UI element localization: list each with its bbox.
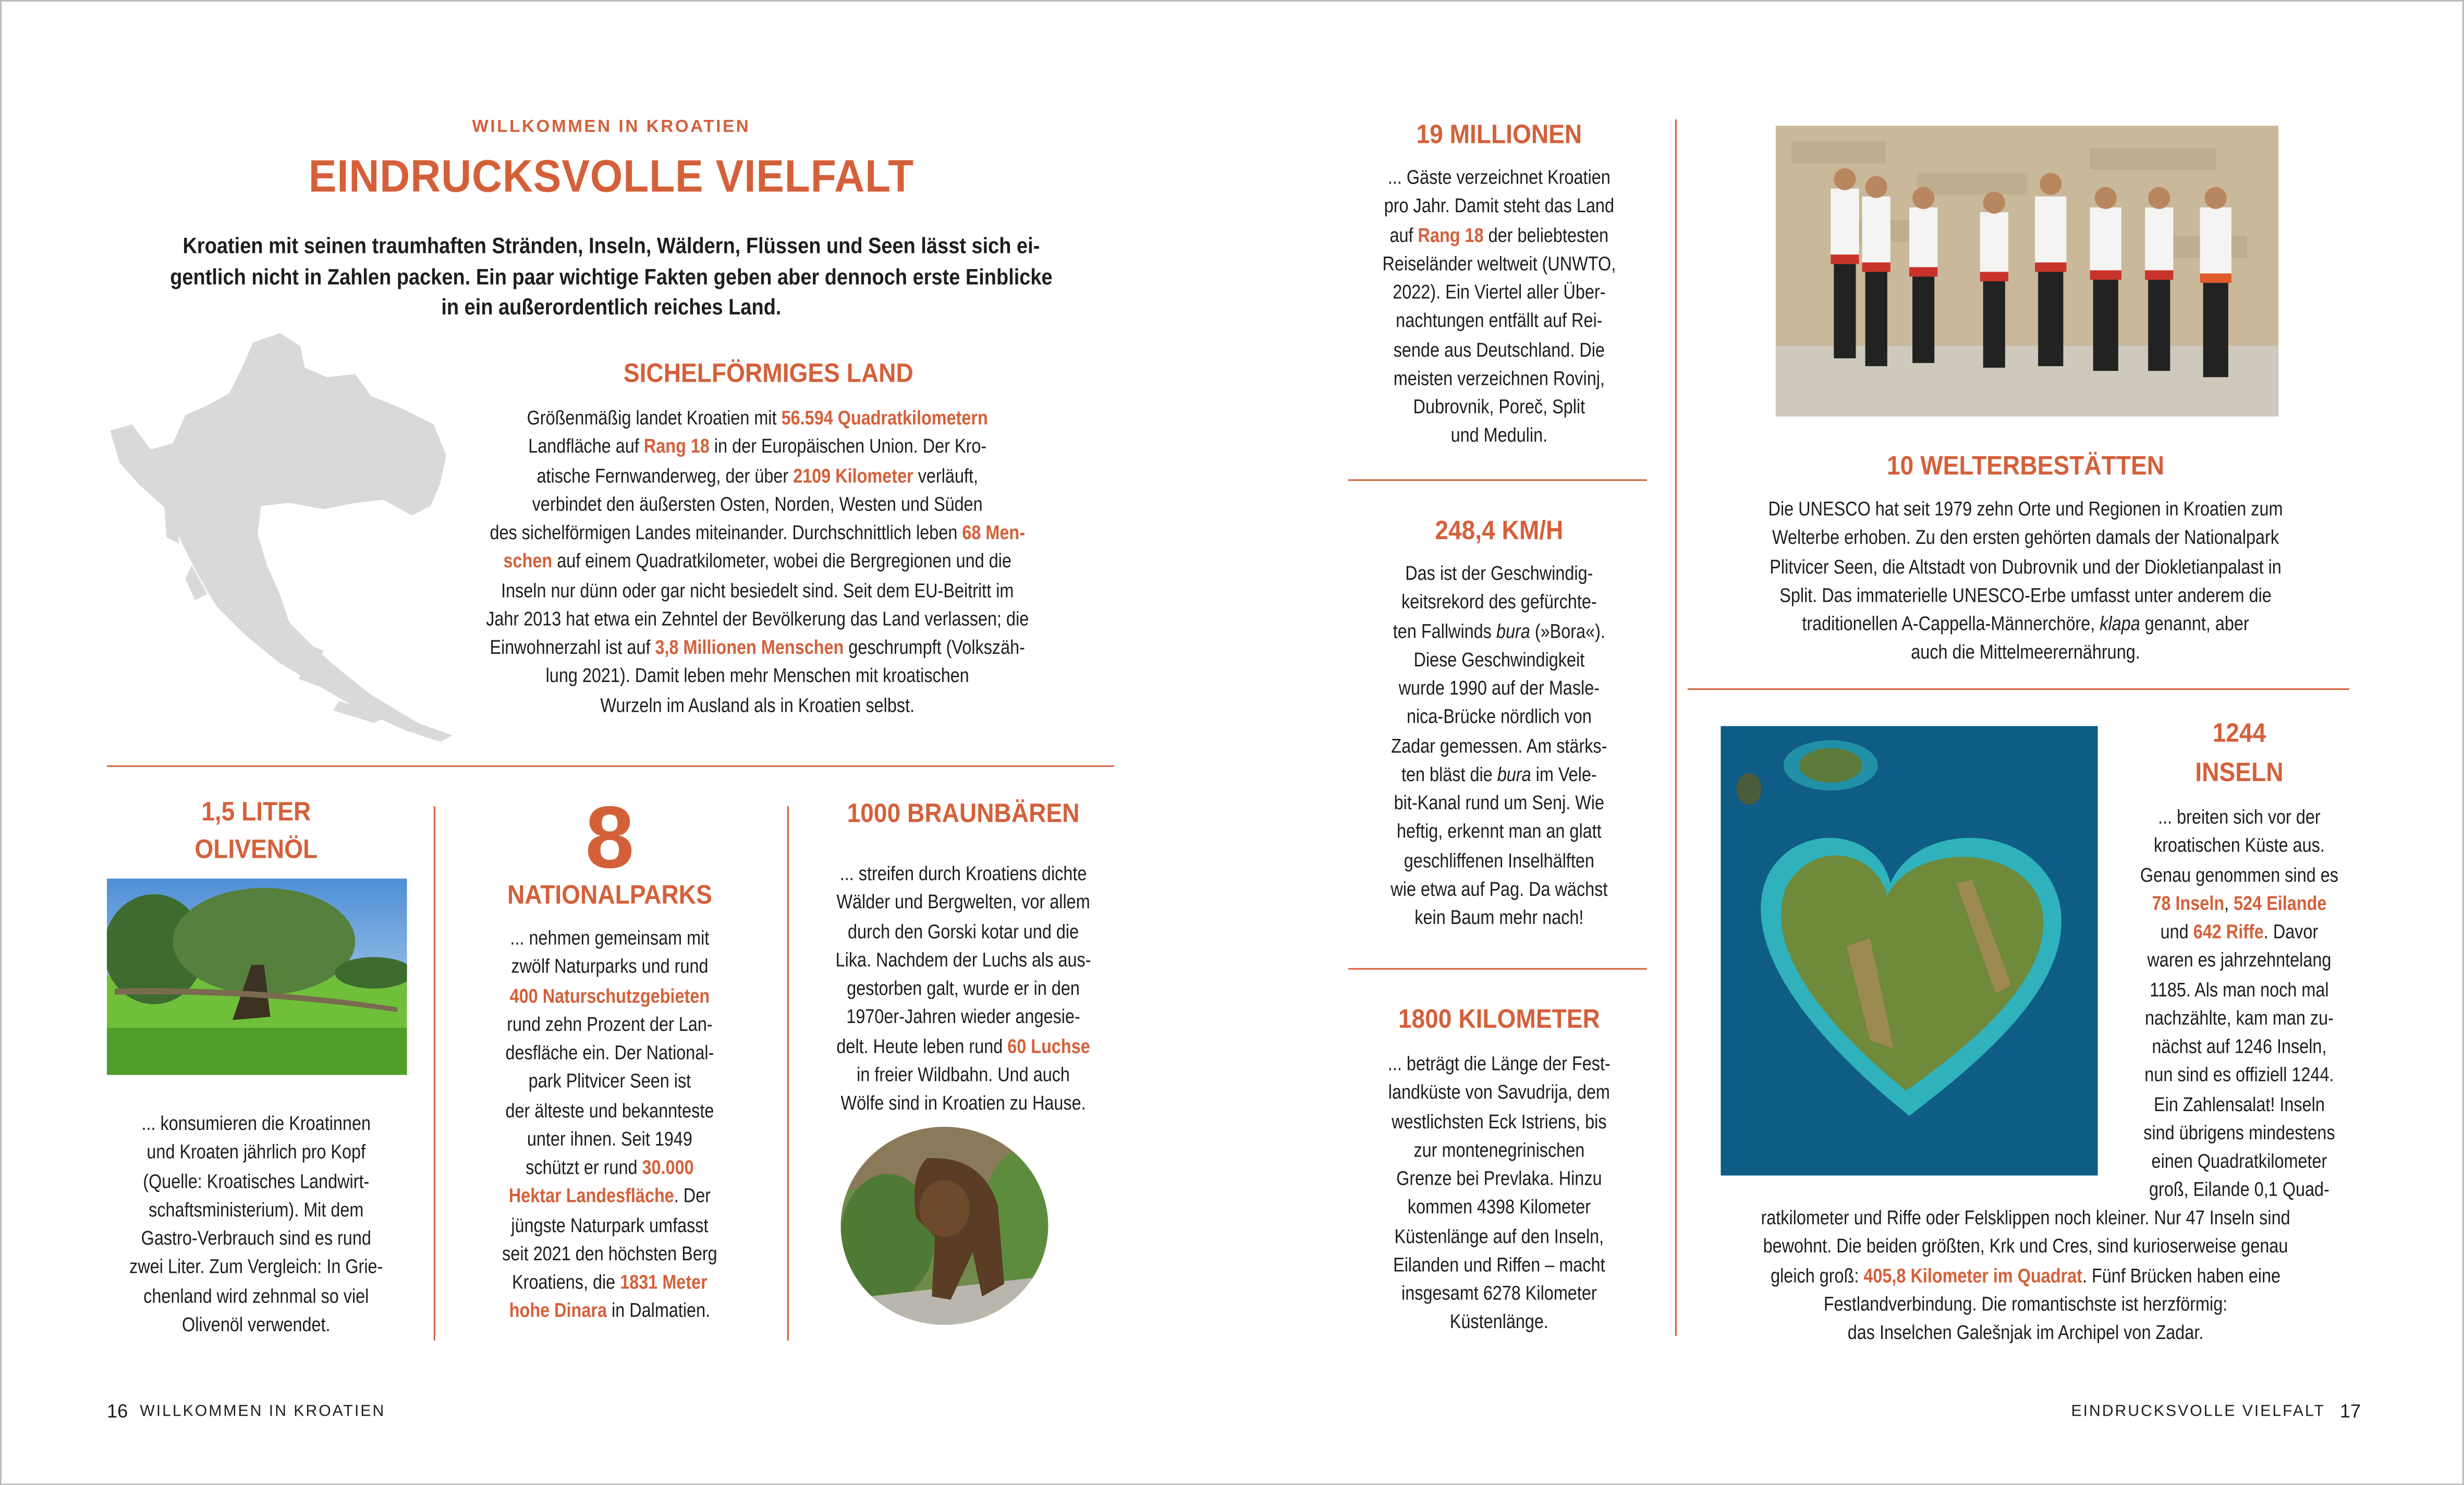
heading-braunbaeren: 1000 BRAUNBÄREN (847, 798, 1080, 829)
text-line (420, 605, 1095, 634)
text-segment: . Der (674, 1185, 711, 1208)
highlighted-fact: schen (503, 550, 553, 573)
text-segment: 1970er-Jahren wieder angesie- (846, 1006, 1080, 1028)
text-line (1901, 1147, 2464, 1176)
text-line (1901, 803, 2464, 832)
text-line (1901, 860, 2464, 889)
text-segment: im Vele- (1531, 763, 1597, 786)
text-segment: in Dalmatien. (607, 1300, 711, 1322)
text-line (420, 691, 1095, 720)
text-segment: Dubrovnik, Poreč, Split (1413, 396, 1585, 418)
text-line (420, 634, 1095, 662)
highlighted-fact: 78 Inseln (2152, 892, 2225, 915)
text-line (420, 547, 1095, 576)
text-line (1901, 1032, 2464, 1061)
text-line (626, 946, 1301, 975)
text-segment: pro Jahr. Damit steht das Land (1384, 195, 1614, 217)
islands-paragraph-narrow (1901, 803, 2464, 1204)
text-line (1688, 1290, 2363, 1319)
text-line (1688, 524, 2363, 552)
text-segment: der beliebtesten (1483, 224, 1609, 246)
section-kicker: WILLKOMMEN IN KROATIEN (472, 118, 751, 137)
text-line (420, 662, 1095, 691)
text-segment: zwölf Naturparks und rund (511, 956, 709, 978)
heading-wind-speed: 248,4 KM/H (1435, 515, 1564, 545)
text-line (1901, 946, 2464, 975)
heading-19-millionen: 19 MILLIONEN (1416, 119, 1582, 150)
text-line (1161, 364, 1837, 393)
sichel-paragraph (420, 404, 1095, 720)
text-line (1901, 1118, 2464, 1147)
text-segment: atische Fernwanderweg, der über (536, 464, 794, 486)
text-segment: desfläche ein. Der National- (505, 1042, 714, 1064)
text-segment: westlichsten Eck Istriens, bis (1392, 1110, 1607, 1133)
running-footer-right: EINDRUCKSVOLLE VIELFALT (2071, 1403, 2325, 1421)
text-segment: wurde 1990 auf der Masle- (1398, 677, 1600, 700)
text-segment: der älteste und bekannteste (505, 1099, 714, 1122)
heading-olive-liter: 1,5 LITER (201, 797, 311, 827)
text-segment: auf (1389, 224, 1418, 246)
text-segment: Reiseländer weltweit (UNWTO, (1382, 252, 1616, 275)
highlighted-fact: 56.594 Quadratkilometern (781, 407, 988, 429)
text-segment: zwei Liter. Zum Vergleich: In Grie- (129, 1256, 383, 1279)
text-segment: (Quelle: Kroatisches Landwirt- (143, 1170, 370, 1192)
text-line (1161, 163, 1837, 192)
text-line (1688, 581, 2363, 610)
text-segment: insgesamt 6278 Kilometer (1401, 1282, 1597, 1305)
text-segment: zur montenegrinischen (1413, 1139, 1585, 1161)
text-segment: schaftsministerium). Mit dem (149, 1198, 364, 1221)
text-segment: in freier Wildbahn. Und auch (857, 1063, 1070, 1086)
text-segment: nun sind es offiziell 1244. (2144, 1064, 2334, 1087)
text-segment: Wälder und Bergwelten, vor allem (836, 891, 1090, 914)
heading-1244: 1244 (2212, 718, 2266, 748)
text-segment: gestorben galt, wurde er in den (847, 977, 1080, 1000)
text-segment: Wurzeln im Ausland als in Kroatien selbst. (600, 693, 915, 716)
text-line (1161, 249, 1837, 278)
text-segment: ... nehmen gemeinsam mit (510, 927, 710, 950)
text-line (1901, 1176, 2464, 1204)
page-number-right: 17 (2339, 1400, 2361, 1422)
text-segment: park Plitvicer Seen ist (528, 1070, 691, 1093)
text-segment: heftig, erkennt man an glatt (1397, 821, 1602, 843)
text-segment: Grenze bei Prevlaka. Hinzu (1396, 1167, 1602, 1190)
text-line (1688, 1204, 2363, 1233)
divider (107, 765, 1114, 767)
heading-nationalparks: NATIONALPARKS (507, 880, 712, 910)
intro-line: gentlich nicht in Zahlen packen. Ein paar wichtige Fakten geben aber dennoch erste Einblicke (170, 263, 1053, 289)
text-segment: und Kroaten jährlich pro Kopf (147, 1141, 366, 1164)
text-segment: wie etwa auf Pag. Da wächst (1390, 878, 1608, 900)
divider (1348, 479, 1647, 481)
text-segment: Zadar gemessen. Am stärks- (1391, 735, 1607, 757)
text-segment: . Fünf Brücken haben eine (2082, 1264, 2281, 1286)
unesco-paragraph (1688, 495, 2363, 667)
text-segment: geschliffenen Inselhälften (1404, 849, 1594, 872)
text-segment: lung 2021). Damit leben mehr Menschen mit kroatischen (545, 665, 969, 687)
guests-paragraph (1161, 163, 1837, 450)
text-segment: Die UNESCO hat seit 1979 zehn Orte und Regionen in Kroatien zum (1768, 498, 2283, 520)
intro-text (116, 231, 1106, 323)
text-line (420, 519, 1095, 547)
text-segment: Kroatiens, die (512, 1271, 620, 1294)
divider (1348, 968, 1647, 970)
heading-1800-kilometer: 1800 KILOMETER (1398, 1004, 1600, 1034)
divider (1688, 688, 2349, 690)
highlighted-fact: 60 Luchse (1007, 1034, 1090, 1057)
text-line (1901, 1090, 2464, 1118)
text-line (1901, 889, 2464, 918)
text-segment: bewohnt. Die beiden größten, Krk und Cres, sind kurioserweise genau (1763, 1235, 2288, 1258)
highlighted-fact: Rang 18 (643, 435, 710, 458)
text-segment: ten Fallwinds (1393, 620, 1496, 642)
text-segment: Festlandverbindung. Die romantischste ist herzförmig: (1823, 1293, 2228, 1315)
highlighted-fact: 68 Men- (962, 521, 1026, 544)
text-segment: einen Quadratkilometer (2151, 1150, 2327, 1173)
croatia-map-silhouette (104, 330, 465, 742)
text-line (1161, 422, 1837, 451)
text-line (1901, 1004, 2464, 1032)
text-segment: ... konsumieren die Kroatinnen (141, 1112, 371, 1135)
text-segment: , (2224, 892, 2234, 915)
text-segment: 1185. Als man noch mal (2150, 978, 2329, 1001)
text-segment: auch die Mittelmeerernährung. (1911, 641, 2140, 664)
text-segment: und (2160, 921, 2193, 943)
text-segment: verbindet den äußersten Osten, Norden, Westen und Süden (532, 493, 983, 515)
text-segment: gleich groß: (1771, 1264, 1864, 1286)
text-segment: ... streifen durch Kroatiens dichte (839, 862, 1087, 885)
text-line (626, 975, 1301, 1003)
text-segment: (»Bora«). (1530, 620, 1605, 642)
highlighted-fact: 642 Riffe (2193, 921, 2264, 943)
text-segment: Das ist der Geschwindig- (1405, 563, 1593, 585)
highlighted-fact: hohe Dinara (509, 1300, 607, 1322)
text-line (1161, 307, 1837, 335)
text-line (1688, 1319, 2363, 1347)
text-segment: genannt, aber (2140, 613, 2249, 635)
text-segment: landküste von Savudrija, dem (1388, 1081, 1610, 1104)
text-line (420, 433, 1095, 461)
text-line (1161, 192, 1837, 221)
text-line (1688, 638, 2363, 667)
text-segment: des sichelförmigen Landes miteinander. Durchschnittlich leben (490, 521, 962, 544)
text-segment: durch den Gorski kotar und die (848, 920, 1079, 942)
text-segment: Küstenlänge auf den Inseln, (1394, 1225, 1604, 1247)
text-line (1161, 221, 1837, 249)
text-segment: waren es jahrzehntelang (2147, 950, 2332, 972)
italic-term: bura (1497, 763, 1531, 786)
text-segment: Küstenlänge. (1449, 1311, 1548, 1333)
text-segment: Split. Das immaterielle UNESCO-Erbe umfasst unter anderem die (1779, 584, 2272, 606)
highlighted-fact: 400 Naturschutzgebieten (509, 984, 710, 1007)
text-segment: delt. Heute leben rund (836, 1034, 1008, 1057)
text-segment: Olivenöl verwendet. (182, 1313, 331, 1336)
highlighted-fact: 1831 Meter (620, 1271, 708, 1294)
text-line (1901, 832, 2464, 860)
text-line (420, 461, 1095, 490)
highlighted-fact: 2109 Kilometer (793, 464, 913, 486)
text-segment: . Davor (2263, 921, 2319, 943)
text-line (420, 576, 1095, 605)
text-segment: ... breiten sich vor der (2158, 806, 2321, 829)
text-segment: Eilanden und Riffen – macht (1393, 1253, 1605, 1276)
text-segment: ... beträgt die Länge der Fest- (1387, 1053, 1611, 1075)
page-number-left: 16 (106, 1400, 128, 1422)
intro-line: Kroatien mit seinen traumhaften Stränden, Inseln, Wäldern, Flüssen und Seen lässt sich ei- (182, 233, 1040, 258)
national-parks-number: 8 (585, 787, 635, 886)
text-segment: seit 2021 den höchsten Berg (502, 1243, 717, 1265)
italic-term: bura (1496, 620, 1530, 642)
text-segment: keitsrekord des gefürchte- (1401, 591, 1597, 614)
text-segment: meisten verzeichnen Rovinj, (1393, 367, 1605, 389)
text-segment: rund zehn Prozent der Lan- (507, 1013, 713, 1036)
text-segment: jüngste Naturpark umfasst (511, 1214, 709, 1236)
text-segment: Jahr 2013 hat etwa ein Zehntel der Bevölkerung das Land verlassen; die (486, 607, 1029, 630)
text-line (1901, 1061, 2464, 1090)
brown-bear-photo (840, 1127, 1048, 1325)
text-segment: nächst auf 1246 Inseln, (2152, 1036, 2327, 1058)
highlighted-fact: 30.000 (642, 1157, 694, 1179)
text-segment: Wölfe sind in Kroatien zu Hause. (840, 1092, 1086, 1114)
highlighted-fact: 524 Eilande (2234, 892, 2327, 915)
text-segment: Welterbe erhoben. Zu den ersten gehörten damals der Nationalpark (1772, 527, 2279, 549)
text-segment: Lika. Nachdem der Luchs als aus- (835, 948, 1091, 971)
islands-paragraph-wide (1688, 1204, 2363, 1347)
text-segment: ten bläst die (1401, 763, 1497, 786)
text-segment: sind übrigens mindestens (2143, 1122, 2335, 1144)
text-line (626, 1003, 1301, 1032)
italic-term: klapa (2100, 613, 2140, 635)
text-segment: Landfläche auf (528, 435, 644, 458)
text-segment: nachzählte, kam man zu- (2144, 1007, 2334, 1029)
text-line (1688, 1261, 2363, 1290)
text-segment: in der Europäischen Union. Der Kro- (709, 435, 987, 458)
text-line (420, 490, 1095, 519)
heading-olive-oil: OLIVENÖL (194, 834, 318, 865)
text-segment: Plitvicer Seen, die Altstadt von Dubrovnik und der Diokletianpalast in (1770, 555, 2282, 578)
text-segment: Inseln nur dünn oder gar nicht besiedelt sind. Seit dem EU-Beitritt im (501, 579, 1014, 601)
text-segment: kroatischen Küste aus. (2154, 835, 2325, 857)
text-segment: Diese Geschwindigkeit (1413, 649, 1585, 671)
text-segment: 2022). Ein Viertel aller Über- (1393, 281, 1606, 303)
intro-line: in ein außerordentlich reiches Land. (441, 294, 782, 319)
text-line (1688, 610, 2363, 638)
text-segment: schützt er rund (526, 1157, 642, 1179)
text-segment: ratkilometer und Riffe oder Felsklippen noch kleiner. Nur 47 Inseln sind (1761, 1207, 2290, 1229)
text-segment: Größenmäßig landet Kroatien mit (527, 407, 782, 429)
text-segment: auf einem Quadratkilometer, wobei die Bergregionen und die (552, 550, 1011, 573)
text-segment: Ein Zahlensalat! Inseln (2154, 1093, 2325, 1115)
highlighted-fact: Rang 18 (1418, 224, 1484, 246)
text-segment: kommen 4398 Kilometer (1407, 1196, 1591, 1219)
heading-inseln: INSELN (2195, 757, 2284, 788)
text-line (1161, 278, 1837, 307)
text-line (1901, 918, 2464, 946)
text-segment: groß, Eilande 0,1 Quad- (2149, 1179, 2329, 1201)
text-segment: ... Gäste verzeichnet Kroatien (1387, 166, 1611, 189)
heading-sichelfoermiges-land: SICHELFÖRMIGES LAND (623, 358, 913, 388)
text-line (420, 404, 1095, 433)
text-line (1688, 495, 2363, 524)
text-segment: verläuft, (913, 464, 978, 486)
klapa-choir-photo (1776, 126, 2278, 417)
text-segment: kein Baum mehr nach! (1414, 907, 1584, 929)
text-line (1901, 975, 2464, 1004)
text-line (1161, 335, 1837, 364)
text-segment: das Inselchen Galešnjak im Archipel von Zadar. (1847, 1321, 2204, 1344)
text-segment: nachtungen entfällt auf Rei- (1396, 310, 1603, 332)
highlighted-fact: 405,8 Kilometer im Quadrat (1863, 1264, 2082, 1286)
text-segment: bit-Kanal rund um Senj. Wie (1394, 792, 1605, 814)
text-segment: traditionellen A-Cappella-Männerchöre, (1802, 613, 2100, 635)
text-segment: chenland wird zehnmal so viel (143, 1284, 369, 1307)
text-line (1161, 393, 1837, 422)
text-segment: nica-Brücke nördlich von (1406, 706, 1592, 728)
text-segment: unter ihnen. Seit 1949 (527, 1128, 692, 1150)
heading-welterbestaetten: 10 WELTERBESTÄTTEN (1886, 451, 2165, 481)
text-segment: Genau genommen sind es (2140, 863, 2338, 886)
text-segment: sende aus Deutschland. Die (1393, 338, 1605, 361)
text-segment: geschrumpft (Volkszäh- (844, 636, 1025, 659)
highlighted-fact: 3,8 Millionen Menschen (655, 636, 844, 659)
highlighted-fact: Hektar Landesfläche (508, 1185, 674, 1208)
running-footer-left: WILLKOMMEN IN KROATIEN (140, 1403, 386, 1421)
text-line (1688, 1233, 2363, 1261)
text-segment: Einwohnerzahl ist auf (490, 636, 655, 659)
text-segment: Gastro-Verbrauch sind es rund (141, 1227, 371, 1250)
text-line (1688, 552, 2363, 581)
text-segment: und Medulin. (1450, 424, 1548, 447)
page-title: EINDRUCKSVOLLE VIELFALT (308, 152, 914, 203)
